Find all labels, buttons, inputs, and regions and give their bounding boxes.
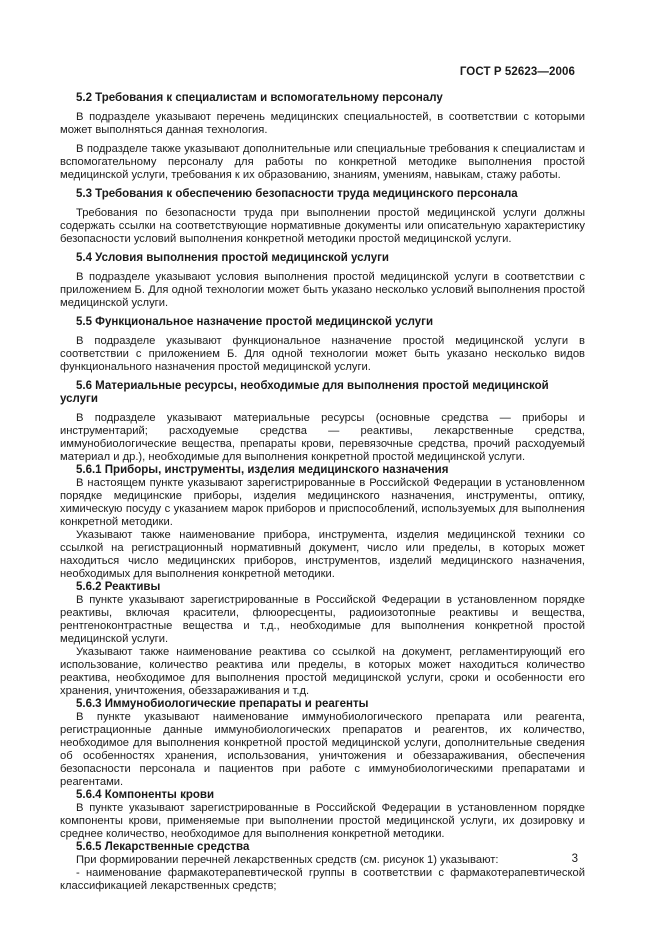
- paragraph: Требования по безопасности труда при выполнении простой медицинской услуги должны содержать ссылки на соответствующие нормативные документы или описательную характеристику безопасности условий выполнения конкретной методики простой медицинской услуги.: [60, 207, 585, 245]
- section-heading: 5.6 Материальные ресурсы, необходимые для выполнения простой медицинской услуги: [60, 380, 549, 405]
- paragraph: В подразделе указывают материальные ресурсы (основные средства — приборы и инструментарий; расходуемые средства — реактивы, лекарственные средства, иммунобиологические вещества, препараты крови, перевязочные средства, прочий расходуемый материал и др.), необходимые для выполнения конкретной простой медицинской услуги.: [60, 412, 585, 463]
- paragraph: Указывают также наименование реактива со ссылкой на документ, регламентирующий его использование, количество реактива или пределы, в которых может находиться количество реактива, необходимое для выполнения простой медицинской услуги, сроки и особенности его хранения, уничтожения, обеззараживания и т.д.: [60, 646, 585, 697]
- section-heading: 5.2 Требования к специалистам и вспомогательному персоналу: [76, 92, 443, 104]
- paragraph: В подразделе указывают условия выполнения простой медицинской услуги в соответствии с приложением Б. Для одной технологии может быть указано несколько условий выполнения простой медицинской услуги.: [60, 271, 585, 309]
- section-heading: 5.3 Требования к обеспечению безопасности труда медицинского персонала: [76, 188, 518, 200]
- section-heading: 5.5 Функциональное назначение простой медицинской услуги: [76, 316, 434, 328]
- paragraph: Указывают также наименование прибора, инструмента, изделия медицинской техники со ссылкой на регистрационный нормативный документ, число или пределы, в которых может находиться число медицинских приборов, инструментов, изделий медицинского назначения, необходимых для выполнения конкретной методики.: [60, 529, 585, 580]
- paragraph: - наименование фармакотерапевтической группы в соответствии с фармакотерапевтической классификацией лекарственных средств;: [60, 867, 585, 892]
- paragraph: В настоящем пункте указывают зарегистрированные в Российской Федерации в установленном порядке медицинские приборы, изделия медицинского назначения, инструменты, оптику, химическую посуду с указанием марок приборов и приспособлений, используемых для выполнения конкретной методики.: [60, 477, 585, 528]
- paragraph: В пункте указывают зарегистрированные в Российской Федерации в установленном порядке реактивы, включая красители, флюоресценты, радиоизотопные реактивы и вещества, рентгеноконтрастные вещества и т.д., необходимые для выполнения конкретной простой медицинской услуги.: [60, 594, 585, 645]
- paragraph: В подразделе указывают перечень медицинских специальностей, в соответствии с которыми может выполняться данная технология.: [60, 111, 585, 136]
- paragraph: В пункте указывают наименование иммунобиологического препарата или реагента, регистрационные данные иммунобиологических препаратов и реагентов, их количество, необходимое для выполнения конкретной простой медицинской услуги, дополнительные сведения об особенностях хранения, использования, уничтожения и обеззараживания, обеспечения безопасности персонала и пациентов при работе с иммунобиологическими препаратами и реагентами.: [60, 711, 585, 788]
- section-heading: 5.4 Условия выполнения простой медицинской услуги: [76, 252, 389, 264]
- paragraph: В подразделе также указывают дополнительные или специальные требования к специалистам и вспомогательному персоналу для работы по конкретной методике выполнения простой медицинской услуги, требования к их образованию, знаниям, умениям, навыкам, стажу работы.: [60, 143, 585, 181]
- document-id: ГОСТ Р 52623—2006: [459, 66, 575, 78]
- paragraph: При формировании перечней лекарственных средств (см. рисунок 1) указывают:: [76, 854, 499, 866]
- section-heading: 5.6.2 Реактивы: [76, 581, 161, 593]
- section-heading: 5.6.1 Приборы, инструменты, изделия медицинского назначения: [76, 464, 449, 476]
- section-heading: 5.6.5 Лекарственные средства: [76, 841, 250, 853]
- paragraph: В подразделе указывают функциональное назначение простой медицинской услуги в соответствии с приложением Б. Для одной технологии может быть указано несколько видов функционального назначения простой медицинской услуги.: [60, 335, 585, 373]
- document-body: [60, 92, 585, 893]
- section-heading: 5.6.4 Компоненты крови: [76, 789, 215, 801]
- page-number: 3: [571, 853, 578, 865]
- section-heading: 5.6.3 Иммунобиологические препараты и реагенты: [76, 698, 369, 710]
- paragraph: В пункте указывают зарегистрированные в Российской Федерации в установленном порядке компоненты крови, применяемые при выполнении простой медицинской услуги, их дозировку и среднее количество, необходимое для выполнения конкретной методики.: [60, 802, 585, 840]
